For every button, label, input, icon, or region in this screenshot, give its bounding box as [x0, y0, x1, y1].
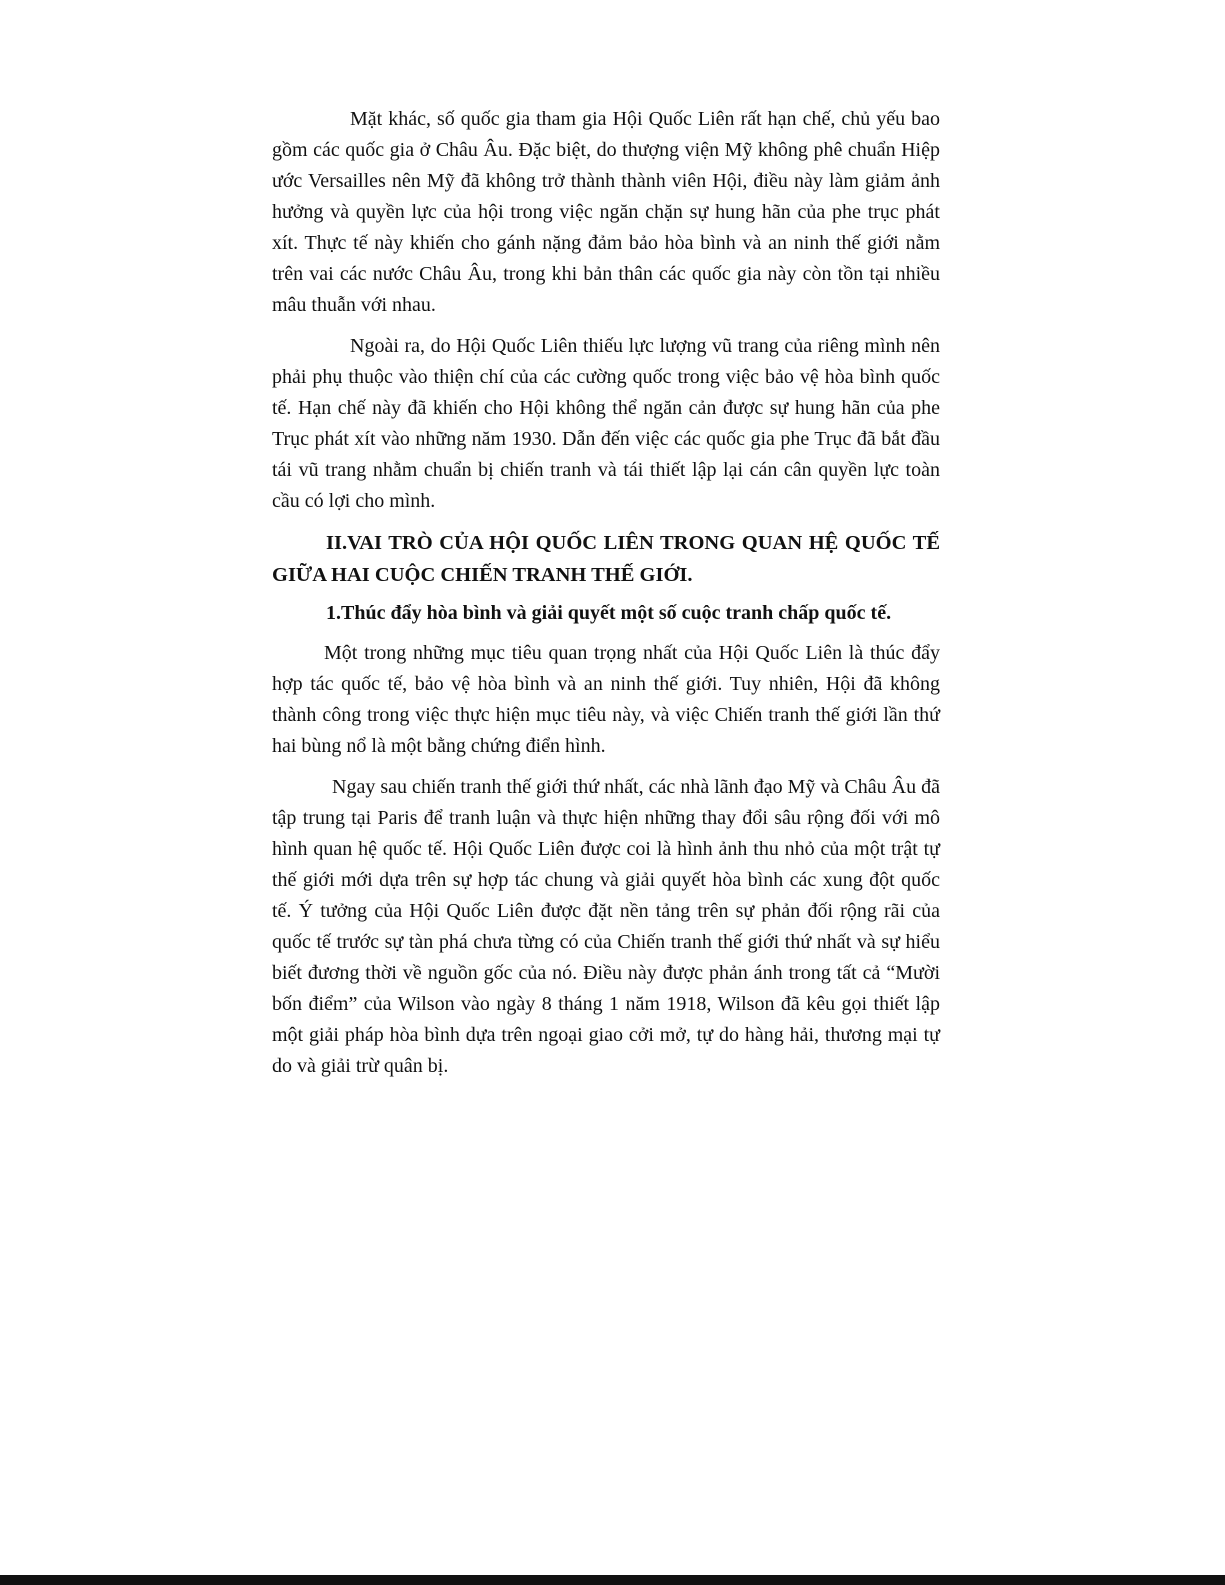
- subsection-heading: 1.Thúc đẩy hòa bình và giải quyết một số cuộc tranh chấp quốc tế.: [326, 602, 892, 624]
- paragraph-member-states: Mặt khác, số quốc gia tham gia Hội Quốc Liên rất hạn chế, chủ yếu bao gồm các quốc gia ở Châu Âu. Đặc biệt, do thượng viện Mỹ không phê chuẩn Hiệp ước Versailles nên Mỹ đã không trở thành thành viên Hội, điều này làm giảm ảnh hưởng và quyền lực của hội trong việc ngăn chặn sự hung hãn của phe trục phát xít. Thực tế này khiến cho gánh nặng đảm bảo hòa bình và an ninh thế giới nằm trên vai các nước Châu Âu, trong khi bản thân các quốc gia này còn tồn tại nhiều mâu thuẫn với nhau.: [272, 108, 940, 316]
- page-bottom-edge: [0, 1575, 1225, 1585]
- paragraph-paris-conference: Ngay sau chiến tranh thế giới thứ nhất, các nhà lãnh đạo Mỹ và Châu Âu đã tập trung tại Paris để tranh luận và thực hiện những thay đổi sâu rộng đối với mô hình quan hệ quốc tế. Hội Quốc Liên được coi là hình ảnh thu nhỏ của một trật tự thế giới mới dựa trên sự hợp tác chung và giải quyết hòa bình các xung đột quốc tế. Ý tưởng của Hội Quốc Liên được đặt nền tảng trên sự phản đối rộng rãi của quốc tế trước sự tàn phá chưa từng có của Chiến tranh thế giới thứ nhất và sự hiểu biết đương thời về nguồn gốc của nó. Điều này được phản ánh trong tất cả “Mười bốn điểm” của Wilson vào ngày 8 tháng 1 năm 1918, Wilson đã kêu gọi thiết lập một giải pháp hòa bình dựa trên ngoại giao cởi mở, tự do hàng hải, thương mại tự do và giải trừ quân bị.: [272, 776, 940, 1077]
- paragraph-armed-forces: Ngoài ra, do Hội Quốc Liên thiếu lực lượng vũ trang của riêng mình nên phải phụ thuộc vào thiện chí của các cường quốc trong việc bảo vệ hòa bình quốc tế. Hạn chế này đã khiến cho Hội không thể ngăn cản được sự hung hãn của phe Trục phát xít vào những năm 1930. Dẫn đến việc các quốc gia phe Trục đã bắt đầu tái vũ trang nhằm chuẩn bị chiến tranh và tái thiết lập lại cán cân quyền lực toàn cầu có lợi cho mình.: [272, 335, 940, 512]
- section-heading: II.VAI TRÒ CỦA HỘI QUỐC LIÊN TRONG QUAN HỆ QUỐC TẾ GIỮA HAI CUỘC CHIẾN TRANH THẾ GIỚI.: [272, 532, 940, 586]
- paragraph-objectives: Một trong những mục tiêu quan trọng nhất của Hội Quốc Liên là thúc đẩy hợp tác quốc tế, bảo vệ hòa bình và an ninh thế giới. Tuy nhiên, Hội đã không thành công trong việc thực hiện mục tiêu này, và việc Chiến tranh thế giới lần thứ hai bùng nổ là một bằng chứng điển hình.: [272, 642, 940, 757]
- document-page: [272, 104, 940, 1092]
